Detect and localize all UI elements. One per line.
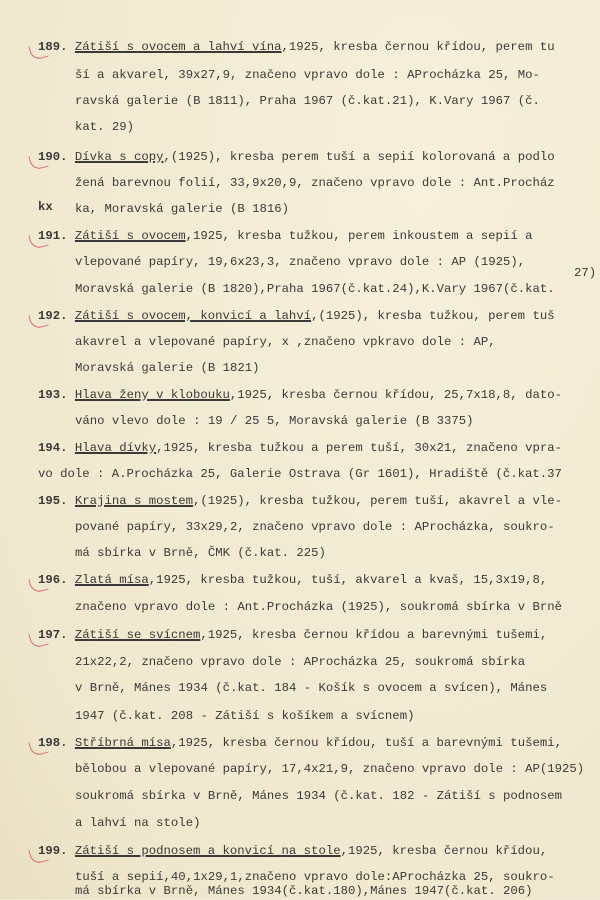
entry-continuation-line: ravská galerie (B 1811), Praha 1967 (č.kat.21), K.Vary 1967 (č. <box>75 94 540 108</box>
entry-title: Dívka s copy <box>74 150 164 164</box>
catalogue-entry-192 <box>38 307 555 325</box>
entry-title: Krajina s mostem <box>74 494 193 508</box>
entry-continuation-line: Moravská galerie (B 1820),Praha 1967(č.kat.24),K.Vary 1967(č.kat. <box>75 282 555 296</box>
entry-continuation-line: má sbírka v Brně, Mánes 1934(č.kat.180),Mánes 1947(č.kat. 206) <box>75 884 533 898</box>
entry-title: Hlava ženy v klobouku <box>74 388 230 402</box>
catalogue-entry-196 <box>38 571 547 589</box>
entry-continuation-line: váno vlevo dole : 19 / 25 5, Moravská galerie (B 3375) <box>75 414 474 428</box>
entry-continuation-line: značeno vpravo dole : Ant.Procházka (1925), soukromá sbírka v Brně <box>75 600 563 614</box>
entry-continuation-line: pované papíry, 33x29,2, značeno vpravo dole : AProcházka, soukro- <box>75 520 555 534</box>
entry-title: Zátiší s ovocem a lahví vína <box>74 40 282 54</box>
entry-continuation-line: vo dole : A.Procházka 25, Galerie Ostrava (Gr 1601), Hradiště (č.kat.37 <box>38 467 562 481</box>
entry-continuation-line: tuší a sepií,40,1x29,1,značeno vpravo dole:AProcházka 25, soukro- <box>75 870 555 884</box>
entry-continuation-line: 1947 (č.kat. 208 - Zátiší s košíkem a svícnem) <box>75 709 415 723</box>
entry-description: ,(1925), kresba tužkou, perem tuš <box>311 309 555 323</box>
entry-continuation-line: bělobou a vlepované papíry, 17,4x21,9, značeno vpravo dole : AP(1925) <box>75 762 585 776</box>
entry-number: 196. <box>38 573 68 587</box>
entry-description: ,(1925), kresba tužkou, perem tuší, akavrel a vle- <box>193 494 562 508</box>
catalogue-entry-193 <box>38 386 562 404</box>
entry-description: ,1925, kresba černou křídou a barevnými tušemi, <box>200 628 548 642</box>
entry-title: Hlava dívky <box>74 441 157 455</box>
entry-description: ,(1925), kresba perem tuší a sepií kolorovaná a podlo <box>163 150 555 164</box>
entry-description: ,1925, kresba tužkou, perem inkoustem a sepií a <box>185 229 533 243</box>
catalogue-entry-194 <box>38 439 562 457</box>
entry-number: 198. <box>38 736 68 750</box>
entry-continuation-line: Moravská galerie (B 1821) <box>75 361 260 375</box>
entry-description: ,1925, kresba černou křídou, perem tu <box>281 40 555 54</box>
entry-continuation-line: ší a akvarel, 39x27,9, značeno vpravo dole : AProcházka 25, Mo- <box>75 68 540 82</box>
entry-title: Zátiší s ovocem, konvicí a lahví <box>74 309 312 323</box>
catalogue-entry-197 <box>38 626 547 644</box>
margin-note-kx: kx <box>38 200 53 214</box>
entry-number: 197. <box>38 628 68 642</box>
entry-number: 192. <box>38 309 68 323</box>
entry-number: 189. <box>38 40 68 54</box>
entry-number: 190. <box>38 150 68 164</box>
catalogue-entry-191 <box>38 227 532 245</box>
entry-title: Zlatá mísa <box>74 573 149 587</box>
entry-continuation-line: v Brně, Mánes 1934 (č.kat. 184 - Košík s ovocem a svícen), Mánes <box>75 681 548 695</box>
entry-description: ,1925, kresba tužkou a perem tuší, 30x21, značeno vpra- <box>156 441 562 455</box>
entry-continuation-line: kat. 29) <box>75 120 135 134</box>
entry-description: ,1925, kresba černou křídou, 25,7x18,8, dato- <box>229 388 562 402</box>
entry-description: ,1925, kresba tužkou, tuší, akvarel a kvaš, 15,3x19,8, <box>148 573 548 587</box>
catalogue-entry-195 <box>38 492 562 510</box>
entry-description: ,1925, kresba černou křídou, <box>340 844 548 858</box>
catalogue-entry-190 <box>38 148 555 166</box>
entry-number: 191. <box>38 229 68 243</box>
catalogue-entry-199 <box>38 842 547 860</box>
entry-continuation-line: akavrel a vlepované papíry, x ,značeno vpkravo dole : AP, <box>75 335 496 349</box>
entry-title: Zátiší s ovocem <box>74 229 186 243</box>
entry-number: 195. <box>38 494 68 508</box>
entry-title: Stříbrná mísa <box>74 736 171 750</box>
catalogue-entry-198 <box>38 734 562 752</box>
entry-number: 193. <box>38 388 68 402</box>
entry-continuation-line: má sbírka v Brně, ČMK (č.kat. 225) <box>75 546 326 560</box>
entry-title: Zátiší s podnosem a konvicí na stole <box>74 844 341 858</box>
margin-note-27: 27) <box>574 266 597 280</box>
entry-continuation-line: vlepované papíry, 19,6x23,3, značeno vpravo dole : AP (1925), <box>75 255 526 269</box>
entry-title: Zátiší se svícnem <box>74 628 201 642</box>
catalogue-entry-189 <box>38 38 555 56</box>
entry-continuation-line: 21x22,2, značeno vpravo dole : AProcházka 25, soukromá sbírka <box>75 655 526 669</box>
entry-continuation-line: a lahví na stole) <box>75 816 201 830</box>
entry-continuation-line: soukromá sbírka v Brně, Mánes 1934 (č.kat. 182 - Zátiší s podnosem <box>75 789 563 803</box>
entry-description: ,1925, kresba černou křídou, tuší a barevnými tušemi, <box>170 736 562 750</box>
entry-number: 199. <box>38 844 68 858</box>
entry-number: 194. <box>38 441 68 455</box>
entry-continuation-line: ka, Moravská galerie (B 1816) <box>75 202 290 216</box>
entry-continuation-line: žená barevnou folií, 33,9x20,9, značeno vpravo dole : Ant.Procház <box>75 176 555 190</box>
